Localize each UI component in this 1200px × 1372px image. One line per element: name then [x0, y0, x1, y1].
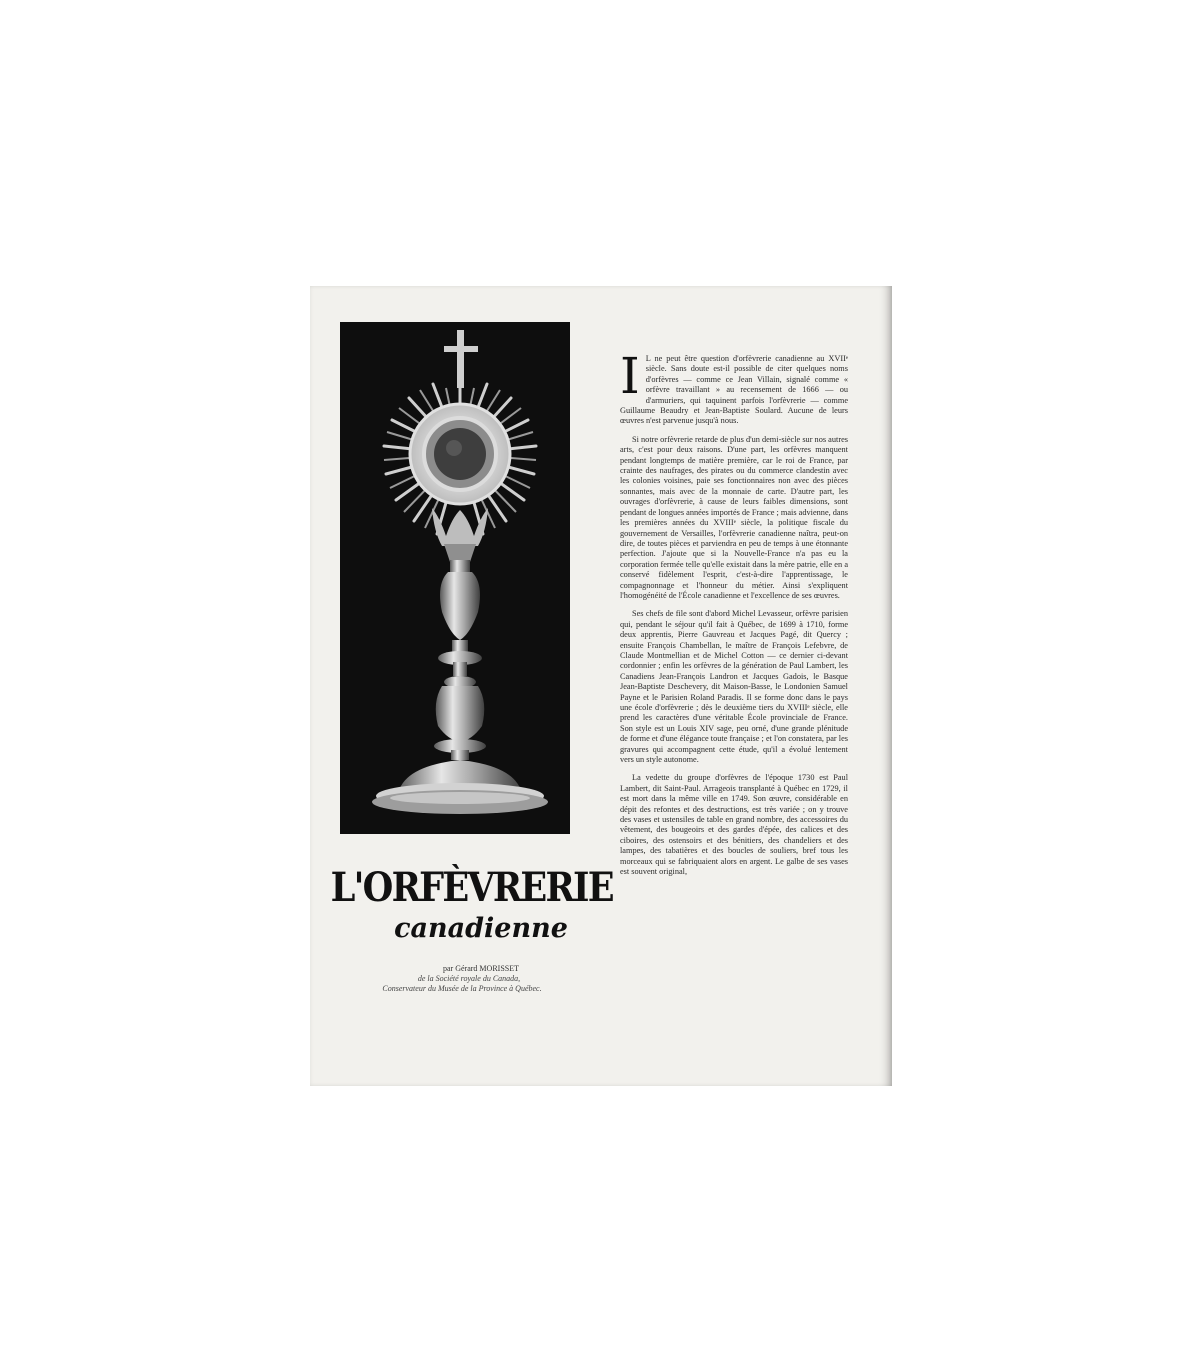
- magazine-page: [310, 286, 892, 1086]
- monstrance-illustration: [340, 322, 570, 834]
- paragraph: [620, 347, 848, 427]
- author-affiliation-1: de la Société royale du Canada,: [417, 974, 521, 983]
- paragraph: Si notre orfèvrerie retarde de plus d'un demi-siècle sur nos autres arts, c'est pour deux raisons. D'une part, les orfèvres manquent pendant longtemps de matière première, car le roi de France, par crainte des naufrages, des pirates ou du commerce clandestin avec les colonies voisines, paie ses fonctionnaires non avec des pièces sonnantes, mais avec de la monnaie de carte. D'autre part, les ouvrages d'orfèvrerie, à cause de leurs faibles dimensions, sont pendant de longues années importés de France ; mais advienne, dans les premières années du XVIIIᵉ siècle, la politique fiscale du gouvernement de Versailles, l'orfèvrerie canadienne naîtra, peut-on dire, de toutes pièces et parviendra en peu de temps à une étonnante perfection. J'ajoute que si la Nouvelle-France n'a pas eu la corporation fermée telle qu'elle existait dans la mère patrie, elle en a conservé fidèlement l'esprit, c'est-à-dire l'apprentissage, le compagnonnage et l'honneur du métier. Ainsi s'expliquent l'homogénéité de l'École canadienne et l'excellence de ses œuvres.: [620, 434, 848, 600]
- paragraph: Ses chefs de file sont d'abord Michel Levasseur, orfèvre parisien qui, pendant le séjour qu'il fait à Québec, de 1699 à 1710, forme deux apprentis, Pierre Gauvreau et Jacques Pagé, dit Quercy ; ensuite François Chambellan, le maître de François Lefebvre, de Claude Montmellian et de Michel Cotton — ce dernier ci-devant cordonnier ; enfin les orfèvres de la génération de Paul Lambert, les Canadiens Jean-François Landron et Jacques Gadois, le Basque Jean-Baptiste Deschevery, dit Maison-Basse, le Londonien Samuel Payne et le Parisien Roland Paradis. Il se forme donc dans le pays une école d'orfèvrerie ; dès le deuxième tiers du XVIIIᵉ siècle, elle prend les caractères d'une véritable École provinciale de France. Son style est un Louis XIV sage, peu orné, d'une grande plénitude de forme et d'une élégance toute française ; et l'on constatera, par les gravures qui accompagnent cette étude, qu'il a évolué lentement vers un style autonome.: [620, 609, 848, 765]
- author-byline: par Gérard MORISSET: [443, 964, 519, 973]
- drop-cap: I: [620, 347, 640, 405]
- monstrance-photo: [340, 322, 570, 834]
- paragraph: La vedette du groupe d'orfèvres de l'époque 1730 est Paul Lambert, dit Saint-Paul. Arrageois transplanté à Québec en 1729, il est mort dans la même ville en 1749. Son œuvre, considérable en dépit des refontes et des destructions, est très variée ; on y trouve des vases et ustensiles de table en grand nombre, des accessoires du vêtement, des bougeoirs et des gardes d'épée, des calices et des ciboires, des ostensoirs et des bénitiers, des chandeliers et des lampes, des tabatières et des boucles de souliers, bref tous les morceaux qui se fabriquaient alors en argent. Le galbe de ses vases est souvent original,: [620, 773, 848, 877]
- article-body: [620, 347, 848, 886]
- paragraph-text: L ne peut être question d'orfèvrerie canadienne au XVIIᵉ siècle. Sans doute est-il possible de citer quelques noms d'orfèvres — comme ce Jean Villain, signalé comme « orfèvre travaillant » au recensement de 1666 — ou d'armuriers, qui taquinent parfois l'orfèvrerie — comme Guillaume Beaudry et Jean-Baptiste Soulard. Aucune de leurs œuvres n'est parvenue jusqu'à nous.: [620, 354, 848, 426]
- author-affiliation-2: Conservateur du Musée de la Province à Québec.: [382, 984, 542, 993]
- article-subtitle: canadienne: [394, 913, 568, 944]
- article-title: L'ORFÈVRERIE: [330, 864, 613, 911]
- title-block: [310, 864, 613, 994]
